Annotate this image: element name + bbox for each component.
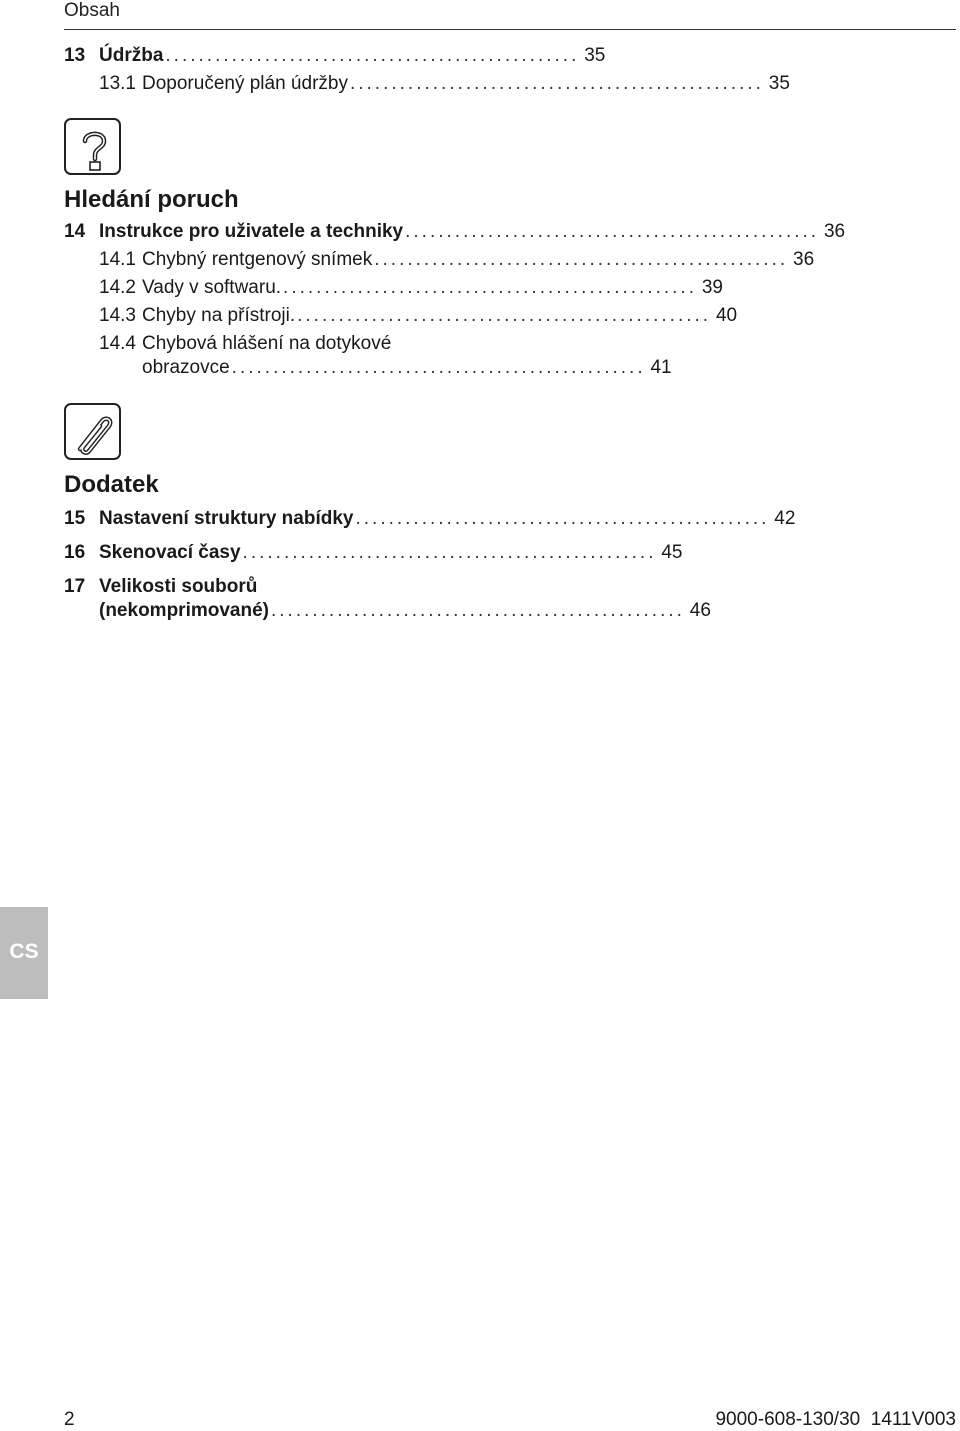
section-title-appendix: Dodatek: [64, 471, 159, 498]
toc-label: Vady v softwaru.: [142, 277, 282, 298]
toc-item-13-1[interactable]: [64, 70, 790, 98]
toc-label: Doporučený plán údržby: [142, 73, 348, 94]
toc-appendix: [64, 505, 796, 533]
toc-page: 39: [701, 277, 723, 298]
toc-number: 15: [64, 508, 86, 529]
footer-doc-code: 9000-608-130/30 1411V003: [715, 1409, 956, 1430]
toc-number: 14.2: [99, 277, 136, 298]
toc-label: Chybová hlášení na dotykové: [142, 333, 392, 354]
toc-appendix-17: [64, 573, 711, 625]
toc-label: Údržba: [99, 45, 164, 66]
toc-chapter-16[interactable]: [64, 539, 683, 567]
toc-item-14-4-continued[interactable]: [64, 354, 672, 382]
toc-leader: ..................................................: [270, 600, 685, 621]
toc-label: Velikosti souborů: [99, 576, 258, 597]
toc-label: Chyby na přístroji.: [142, 305, 296, 326]
language-tab: [0, 907, 48, 999]
toc-number: 13.1: [99, 73, 136, 94]
toc-leader: ..................................................: [405, 221, 820, 242]
toc-chapter-14[interactable]: [64, 218, 846, 246]
toc-label: Instrukce pro uživatele a techniky: [99, 221, 404, 242]
toc-number: 14.4: [99, 333, 136, 354]
toc-leader: ..................................................: [297, 305, 712, 326]
toc-leader: ..................................................: [283, 277, 697, 298]
toc-page: 35: [768, 73, 790, 94]
toc-chapter-17-continued[interactable]: [64, 597, 711, 625]
toc-label: Skenovací časy: [99, 542, 241, 563]
section-title-troubleshooting: Hledání poruch: [64, 186, 239, 213]
toc-item-14-2[interactable]: [64, 274, 723, 302]
toc-label: (nekomprimované): [99, 600, 269, 621]
toc-page: 35: [584, 45, 606, 66]
toc-label: Chybný rentgenový snímek: [142, 249, 373, 270]
toc-chapter-15[interactable]: [64, 505, 796, 533]
toc-item-14-3[interactable]: [64, 302, 738, 330]
toc-page: 42: [774, 508, 796, 529]
toc-page: 46: [689, 600, 711, 621]
toc-leader: ..................................................: [355, 508, 770, 529]
toc-page: 41: [650, 357, 672, 378]
toc-troubleshooting: [64, 218, 846, 382]
toc-number: 14: [64, 221, 86, 242]
toc-label: Nastavení struktury nabídky: [99, 508, 354, 529]
toc-page: 40: [715, 305, 738, 326]
footer-page-number: 2: [64, 1409, 75, 1430]
toc-number: 17: [64, 576, 86, 597]
toc-leader: ..................................................: [231, 357, 646, 378]
toc-leader: ..................................................: [349, 73, 764, 94]
question-mark-icon: [64, 118, 121, 175]
toc-number: 13: [64, 45, 86, 66]
language-code: CS: [9, 940, 39, 963]
header-rule: [64, 29, 956, 30]
toc-page: 45: [661, 542, 683, 563]
toc-page: 36: [823, 221, 846, 242]
toc-leader: ..................................................: [165, 45, 580, 66]
toc-chapter-13[interactable]: [64, 42, 606, 70]
toc-leader: ..................................................: [242, 542, 657, 563]
toc-appendix-16: [64, 539, 683, 567]
toc-maintenance: [64, 42, 790, 98]
toc-number: 14.3: [99, 305, 136, 326]
toc-item-14-1[interactable]: [64, 246, 815, 274]
toc-leader: ..................................................: [374, 249, 789, 270]
toc-label: obrazovce: [142, 357, 230, 378]
toc-page: 36: [793, 249, 815, 270]
toc-number: 16: [64, 542, 86, 563]
toc-number: 14.1: [99, 249, 136, 270]
paperclip-icon: [64, 403, 121, 460]
header-title: Obsah: [64, 0, 120, 21]
